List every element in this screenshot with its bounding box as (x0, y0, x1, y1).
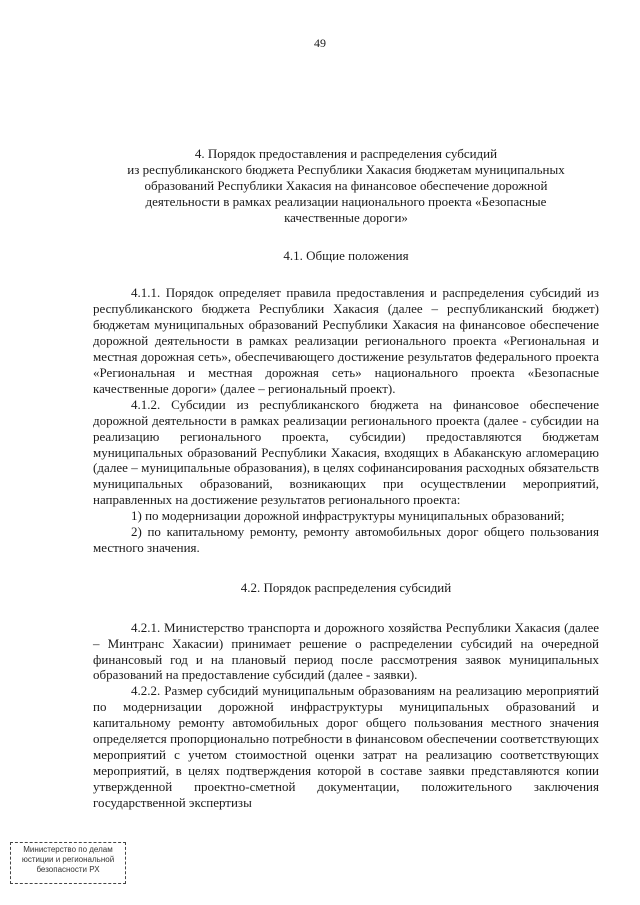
section-heading-general: 4.1. Общие положения (283, 247, 409, 263)
title-line: из республиканского бюджета Республики Хакасия бюджетам муниципальных (127, 161, 565, 177)
document-body (93, 146, 599, 811)
section-heading-distribution: 4.2. Порядок распределения субсидий (240, 579, 452, 595)
title-line: 4. Порядок предоставления и распределения субсидий (194, 146, 498, 161)
document-title (93, 146, 599, 226)
title-line: образований Республики Хакасия на финансовое обеспечение дорожной (144, 177, 548, 193)
paragraph-list-item-1: 1) по модернизации дорожной инфраструктуры муниципальных образований; (131, 508, 565, 524)
title-line: деятельности в рамках реализации национального проекта «Безопасные (145, 193, 547, 209)
paragraph-4-1-1: 4.1.1. Порядок определяет правила предоставления и распределения субсидий из республиканского бюджета Республики Хакасия (далее – республиканский бюджет) бюджетам муниципальных образований Республики Хакасия на финансовое обеспечение дорожной деятельности в рамках реализации регионального проекта «Региональная и местная дорожная сеть», обеспечивающего достижение результатов федерального проекта «Региональная и местная дорожная сеть» национального проекта «Безопасные качественные дороги» (далее – региональный проект). (93, 285, 599, 396)
paragraph-4-2-1: 4.2.1. Министерство транспорта и дорожного хозяйства Республики Хакасия (далее – Минтранс Хакасии) принимает решение о распределении субсидий на очередной финансовый год и на плановый период после рассмотрения заявок муниципальных образований на предоставление субсидий (далее - заявки). (93, 619, 599, 683)
title-line: качественные дороги» (284, 209, 408, 225)
page-number: 49 (314, 36, 326, 50)
paragraph-4-1-2: 4.1.2. Субсидии из республиканского бюджета на финансовое обеспечение дорожной деятельности в рамках реализации регионального проекта (далее - субсидии на реализацию регионального проекта, субсидии) предоставляются бюджетам муниципальных образований Республики Хакасия, входящих в Абаканскую агломерацию (далее – муниципальные образования), в целях софинансирования расходных обязательств муниципальных образований, возникающих при осуществлении мероприятий, направленных на достижение результатов регионального проекта: (93, 396, 599, 508)
stamp-line: безопасности РХ (36, 865, 100, 874)
registration-stamp (10, 842, 126, 884)
stamp-line: юстиции и региональной (21, 855, 115, 864)
stamp-line: Министерство по делам (23, 845, 113, 854)
paragraph-4-2-2: 4.2.2. Размер субсидий муниципальным образованиям на реализацию мероприятий по модернизации дорожной инфраструктуры муниципальных образований и капитальному ремонту автомобильных дорог общего пользования местного значения определяется пропорционально потребности в финансовом обеспечении соответствующих мероприятий с учетом стоимостной оценки затрат на реализацию соответствующих мероприятий, в целях подтверждения которой в составе заявки представляются копии утвержденной проектно-сметной документации, положительного заключения государственной экспертизы (93, 683, 599, 810)
paragraph-list-item-2: 2) по капитальному ремонту, ремонту автомобильных дорог общего пользования местного значения. (93, 524, 599, 555)
